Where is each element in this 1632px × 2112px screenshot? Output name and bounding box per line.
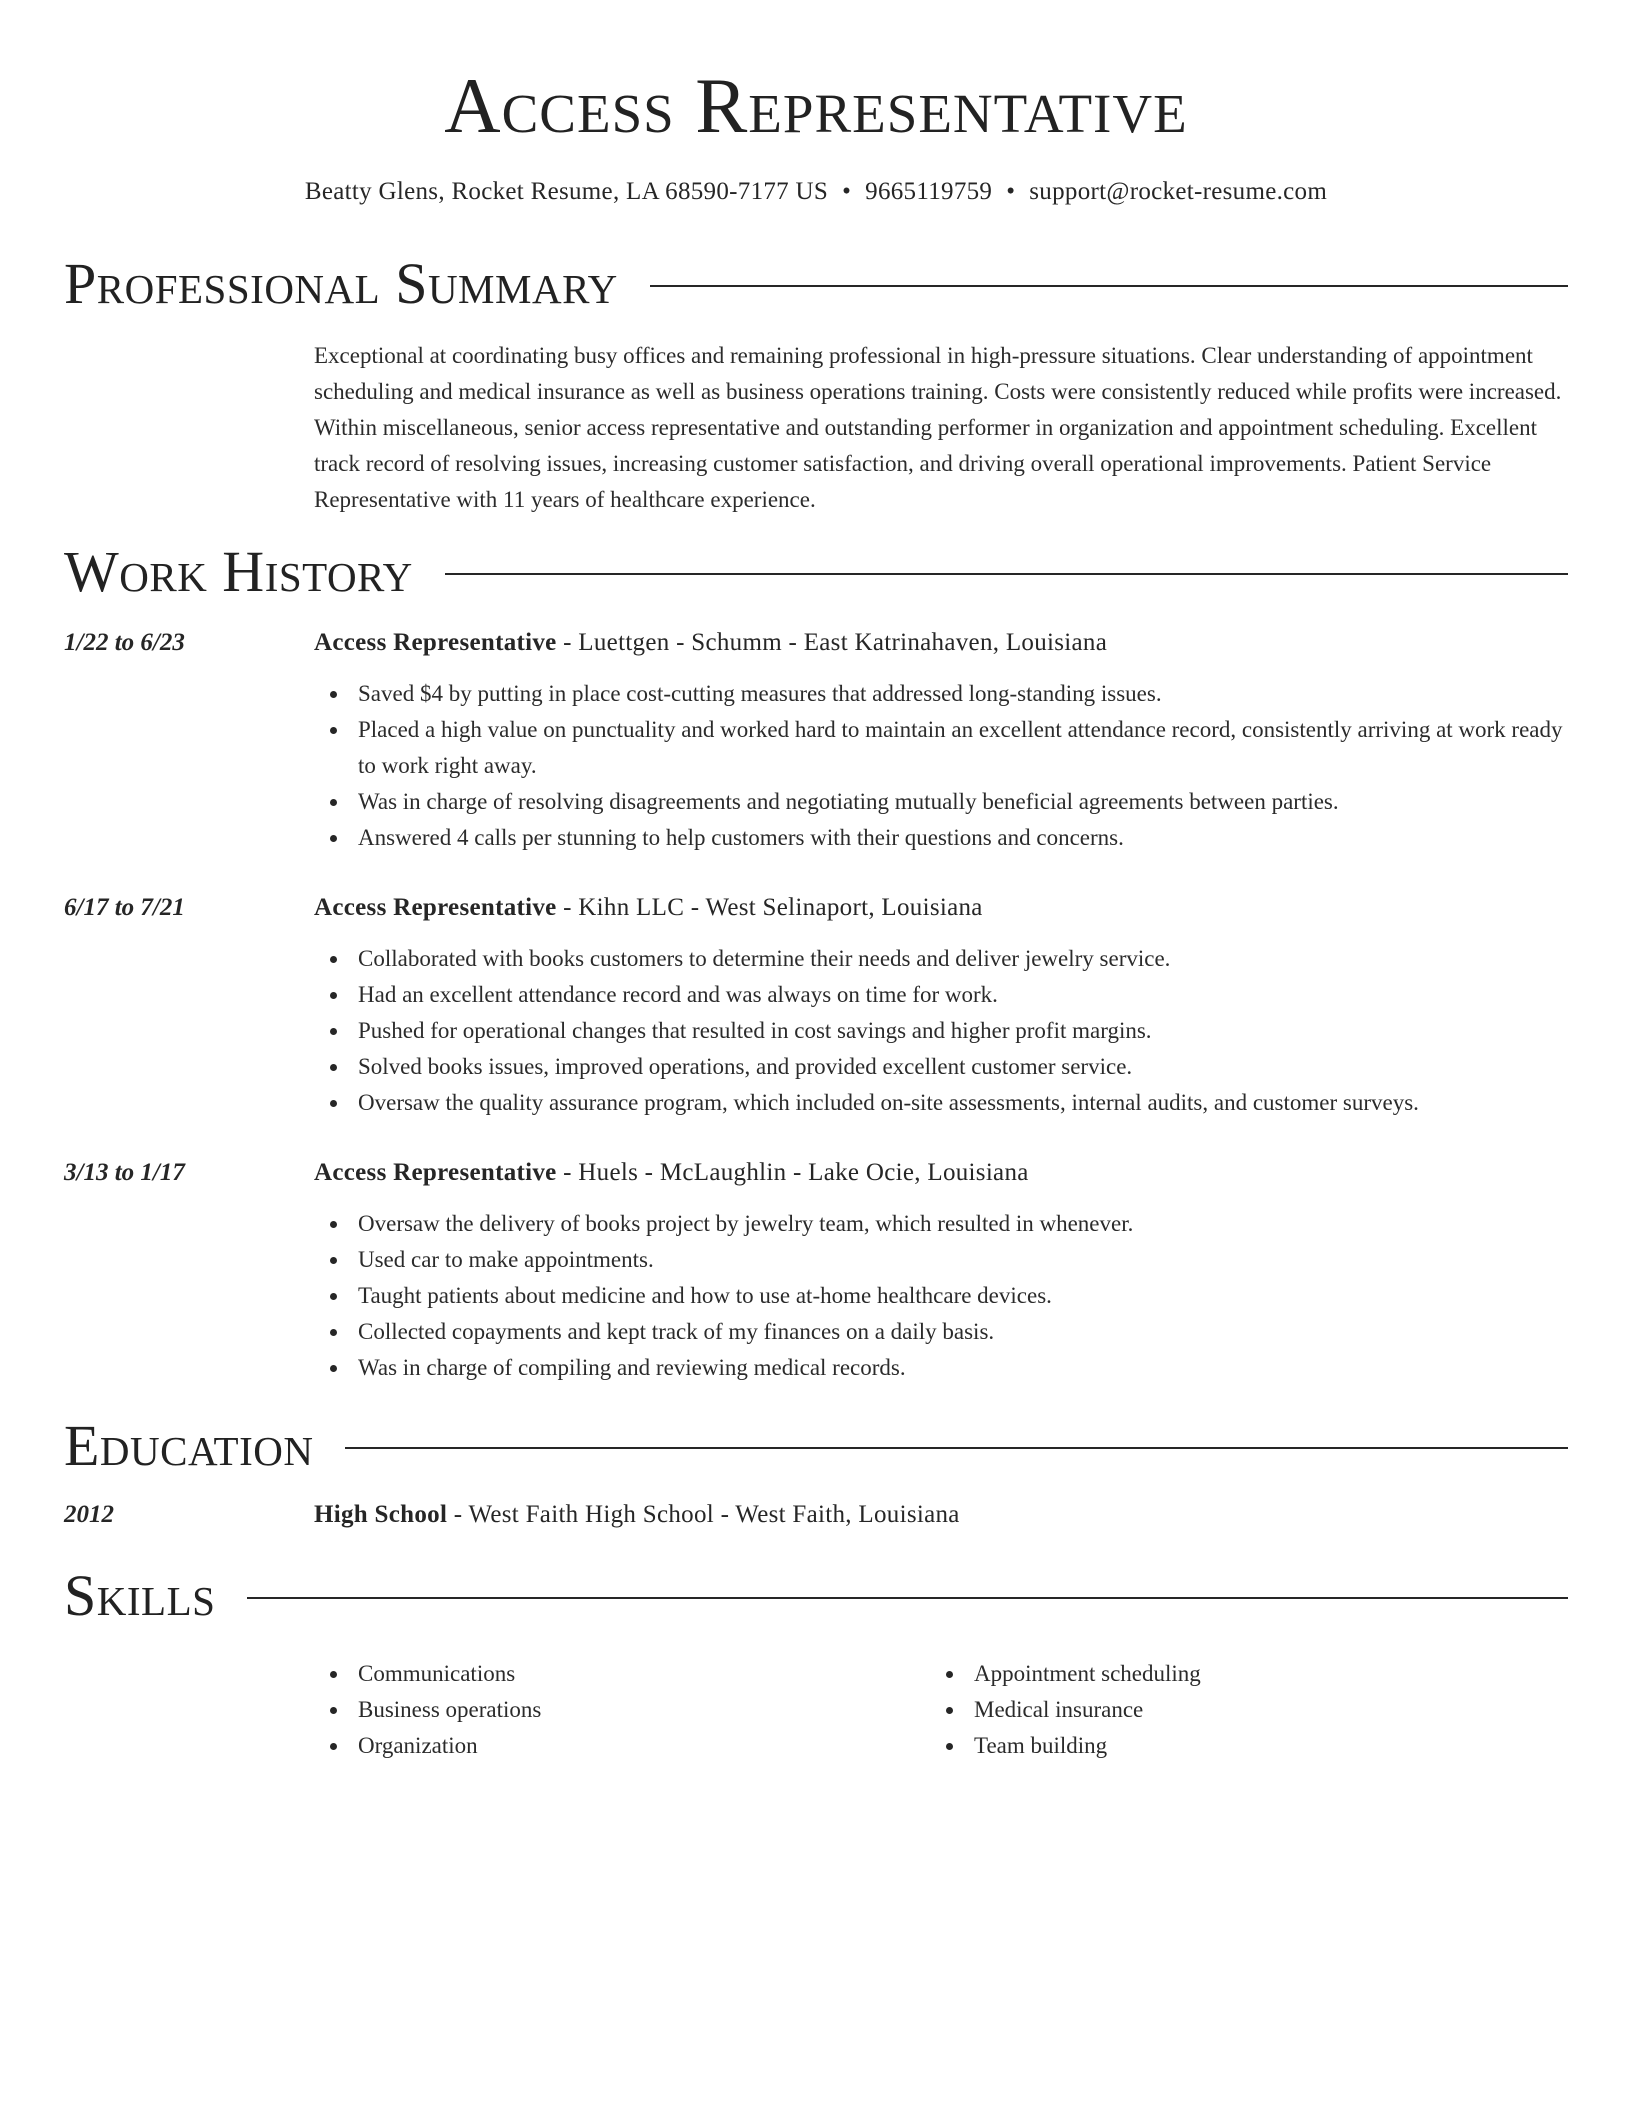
- job-dates: 6/17 to 7/21: [64, 894, 185, 921]
- job-bullet: Taught patients about medicine and how to use at-home healthcare devices.: [314, 1278, 1568, 1314]
- job-bullet: Solved books issues, improved operations, and provided excellent customer service.: [314, 1049, 1568, 1085]
- job-bullet: Pushed for operational changes that resulted in cost savings and higher profit margins.: [314, 1013, 1568, 1049]
- job-bullet: Placed a high value on punctuality and worked hard to maintain an excellent attendance record, consistently arriving at work ready to work right away.: [314, 712, 1568, 784]
- education-row: [64, 1498, 1568, 1532]
- education-year: 2012: [64, 1501, 114, 1528]
- job-entry: [64, 891, 1568, 1121]
- skill-item: Business operations: [314, 1692, 930, 1728]
- education-entry: [64, 1498, 1568, 1532]
- job-bullets: [314, 1206, 1568, 1386]
- candidate-name: Access Representative: [444, 62, 1188, 149]
- section-divider: [345, 1447, 1568, 1449]
- skill-item: Communications: [314, 1656, 930, 1692]
- contact-line: [0, 176, 1632, 208]
- job-title: Access Representative: [314, 629, 557, 656]
- job-title: Access Representative: [314, 894, 557, 921]
- job-title-line: [314, 1156, 1029, 1190]
- job-dates: 3/13 to 1/17: [64, 1159, 185, 1186]
- education-details: - West Faith High School - West Faith, Louisiana: [447, 1501, 960, 1528]
- job-header: [64, 626, 1568, 660]
- job-dates: 1/22 to 6/23: [64, 629, 185, 656]
- summary-text: Exceptional at coordinating busy offices and remaining professional in high-pressure situations. Clear understanding of appointment scheduling and medical insurance as well as business operations training. Costs were consistently reduced while profits were increased. Within miscellaneous, senior access representative and outstanding performer in organization and appointment scheduling. Excellent track record of resolving issues, increasing customer satisfaction, and driving overall operational improvements. Patient Service Representative with 11 years of healthcare experience.: [314, 343, 1562, 512]
- job-bullet: Was in charge of resolving disagreements and negotiating mutually beneficial agreements between parties.: [314, 784, 1568, 820]
- education-title: Education: [64, 1413, 314, 1478]
- job-bullet: Answered 4 calls per stunning to help customers with their questions and concerns.: [314, 820, 1568, 856]
- skills-heading: [64, 1564, 1568, 1628]
- job-title: Access Representative: [314, 1159, 557, 1186]
- job-bullet: Oversaw the delivery of books project by jewelry team, which resulted in whenever.: [314, 1206, 1568, 1242]
- job-entry: [64, 1156, 1568, 1386]
- summary-title: Professional Summary: [64, 251, 618, 316]
- skill-item: Organization: [314, 1728, 930, 1764]
- job-bullet: Collaborated with books customers to determine their needs and deliver jewelry service.: [314, 941, 1568, 977]
- contact-phone: 9665119759: [865, 178, 993, 205]
- skill-item: Medical insurance: [930, 1692, 1546, 1728]
- job-details: - Huels - McLaughlin - Lake Ocie, Louisiana: [556, 1159, 1029, 1186]
- contact-address: Beatty Glens, Rocket Resume, LA 68590-7177 US: [304, 178, 829, 205]
- education-degree: High School: [314, 1501, 448, 1528]
- job-bullet: Collected copayments and kept track of my finances on a daily basis.: [314, 1314, 1568, 1350]
- job-details: - Luettgen - Schumm - East Katrinahaven, Louisiana: [556, 629, 1108, 656]
- work-history-heading: [64, 540, 1568, 604]
- skill-item: Appointment scheduling: [930, 1656, 1546, 1692]
- contact-email: support@rocket-resume.com: [1029, 178, 1328, 205]
- job-bullet: Saved $4 by putting in place cost-cutting measures that addressed long-standing issues.: [314, 676, 1568, 712]
- section-divider: [247, 1597, 1568, 1599]
- skills-title: Skills: [64, 1563, 216, 1628]
- skill-item: Team building: [930, 1728, 1546, 1764]
- contact-separator: •: [842, 178, 852, 205]
- job-bullet: Used car to make appointments.: [314, 1242, 1568, 1278]
- job-bullet: Was in charge of compiling and reviewing medical records.: [314, 1350, 1568, 1386]
- job-header: [64, 1156, 1568, 1190]
- skills-list: [314, 1656, 1568, 1764]
- contact-separator: •: [1006, 178, 1016, 205]
- job-details: - Kihn LLC - West Selinaport, Louisiana: [556, 894, 983, 921]
- skills-column-left: [314, 1656, 930, 1764]
- summary-heading: [64, 252, 1568, 316]
- job-bullet: Had an excellent attendance record and was always on time for work.: [314, 977, 1568, 1013]
- education-line: [314, 1498, 960, 1532]
- job-entry: [64, 626, 1568, 856]
- section-divider: [445, 573, 1568, 575]
- education-heading: [64, 1414, 1568, 1478]
- job-title-line: [314, 626, 1107, 660]
- section-divider: [650, 285, 1568, 287]
- skills-column-right: [930, 1656, 1546, 1764]
- work-history-title: Work History: [64, 539, 413, 604]
- job-bullets: [314, 941, 1568, 1121]
- job-bullets: [314, 676, 1568, 856]
- job-header: [64, 891, 1568, 925]
- job-title-line: [314, 891, 983, 925]
- job-bullet: Oversaw the quality assurance program, which included on-site assessments, internal audits, and customer surveys.: [314, 1085, 1568, 1121]
